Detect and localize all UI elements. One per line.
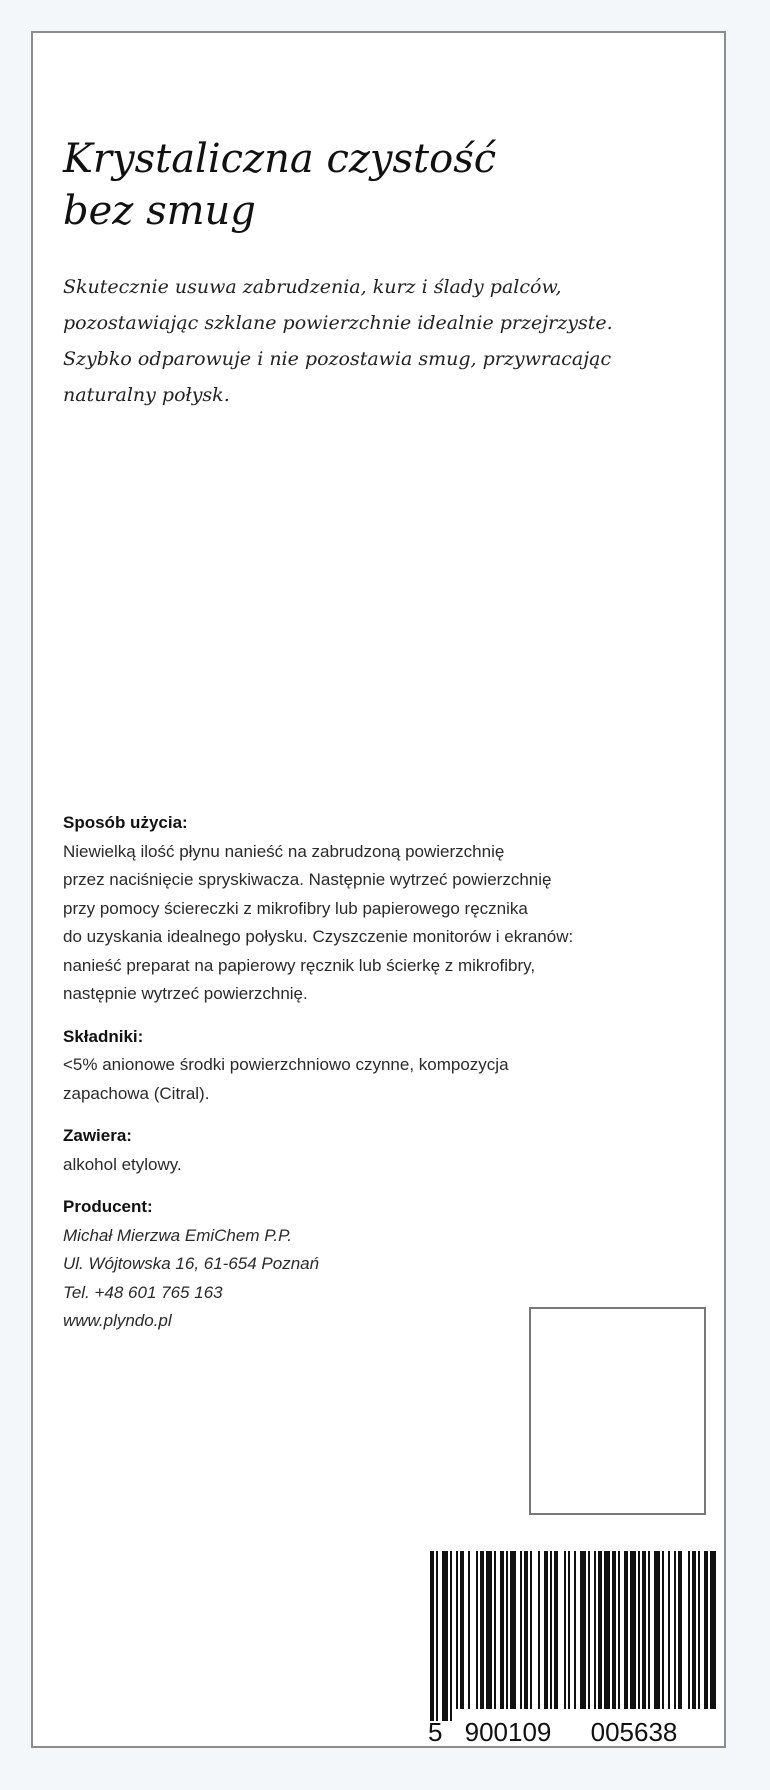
- barcode-bar: [618, 1551, 620, 1709]
- producer-address: Ul. Wójtowska 16, 61-654 Poznań: [63, 1254, 320, 1273]
- title-line: Krystaliczna czystość: [63, 136, 497, 182]
- barcode-bar: [594, 1551, 596, 1709]
- barcode-bar: [604, 1551, 610, 1709]
- barcode-digit-first: 5: [428, 1717, 443, 1747]
- description-line: naturalny połysk.: [63, 384, 230, 406]
- barcode-bar: [460, 1551, 464, 1709]
- barcode-bar: [538, 1551, 540, 1709]
- contains-line: alkohol etylowy.: [63, 1154, 182, 1174]
- usage-heading: Sposób użycia:: [63, 813, 188, 832]
- barcode-bar: [450, 1551, 452, 1721]
- barcode-bar: [530, 1551, 532, 1709]
- barcode-bar: [456, 1551, 458, 1709]
- usage-text: [63, 838, 703, 1009]
- barcode-bar: [598, 1551, 602, 1709]
- barcode-bar: [520, 1551, 522, 1709]
- barcode-bar: [554, 1551, 558, 1709]
- barcode-bar: [430, 1551, 434, 1721]
- barcode-bar: [638, 1551, 640, 1709]
- ingredients-text: [63, 1051, 703, 1108]
- barcode-bar: [436, 1551, 438, 1721]
- barcode-bar: [468, 1551, 470, 1709]
- barcode-bar: [524, 1551, 528, 1709]
- barcode-bar: [630, 1551, 636, 1709]
- usage-section: [63, 809, 703, 1009]
- barcode-bar: [574, 1551, 576, 1709]
- contains-heading: Zawiera:: [63, 1126, 132, 1145]
- barcode-bar: [692, 1551, 696, 1709]
- barcode-bar: [580, 1551, 586, 1709]
- barcode-bar: [678, 1551, 682, 1709]
- barcode-bar: [662, 1551, 664, 1709]
- barcode-bar: [588, 1551, 590, 1709]
- barcode-bar: [550, 1551, 552, 1709]
- usage-line: Niewielką ilość płynu nanieść na zabrudzoną powierzchnię: [63, 841, 505, 861]
- producer-heading: Producent:: [63, 1197, 153, 1216]
- batch-stamp-box: [529, 1307, 706, 1515]
- barcode-bar: [568, 1551, 570, 1709]
- barcode-bar: [612, 1551, 616, 1709]
- barcode-bar: [648, 1551, 650, 1709]
- barcode-bar: [688, 1551, 690, 1709]
- barcode-digits-left: 900109: [464, 1717, 552, 1747]
- barcode-bar: [674, 1551, 676, 1709]
- product-label: [31, 31, 726, 1748]
- barcode-bar: [544, 1551, 548, 1709]
- barcode-bar: [486, 1551, 492, 1709]
- contains-text: [63, 1151, 703, 1180]
- barcode-digits-right: 005638: [590, 1717, 678, 1747]
- barcode-bar: [668, 1551, 670, 1709]
- barcode-bar: [704, 1551, 708, 1709]
- barcode-bar: [698, 1551, 700, 1709]
- barcode-bar: [510, 1551, 516, 1709]
- product-description: [63, 269, 703, 413]
- usage-line: do uzyskania idealnego połysku. Czyszczenie monitorów i ekranów:: [63, 927, 574, 946]
- ingredients-line: <5% anionowe środki powierzchniowo czynne, kompozycja: [63, 1055, 509, 1074]
- description-line: pozostawiając szklane powierzchnie idealnie przejrzyste.: [63, 312, 613, 334]
- title-line: bez smug: [63, 188, 256, 234]
- barcode-bar: [442, 1551, 448, 1721]
- barcode: [428, 1551, 718, 1751]
- description-line: Skutecznie usuwa zabrudzenia, kurz i ślady palców,: [63, 276, 562, 298]
- usage-line: nanieść preparat na papierowy ręcznik lub ścierkę z mikrofibry,: [63, 955, 536, 975]
- barcode-bar: [494, 1551, 496, 1709]
- usage-line: przez naciśnięcie spryskiwacza. Następnie wytrzeć powierzchnię: [63, 870, 552, 889]
- barcode-bar: [500, 1551, 504, 1709]
- producer-name: Michał Mierzwa EmiChem P.P.: [63, 1225, 292, 1245]
- description-line: Szybko odparowuje i nie pozostawia smug, przywracając: [63, 348, 612, 370]
- barcode-bar: [654, 1551, 660, 1709]
- barcode-bar: [506, 1551, 508, 1709]
- ingredients-heading: Składniki:: [63, 1026, 144, 1046]
- barcode-bar: [480, 1551, 484, 1709]
- usage-line: następnie wytrzeć powierzchnię.: [63, 984, 308, 1003]
- barcode-bar: [476, 1551, 478, 1709]
- producer-website: www.plyndo.pl: [63, 1311, 172, 1330]
- barcode-bar: [564, 1551, 566, 1709]
- barcode-bar: [642, 1551, 646, 1709]
- producer-phone: Tel. +48 601 765 163: [63, 1282, 223, 1302]
- contains-section: [63, 1122, 703, 1179]
- barcode-bar: [710, 1551, 716, 1709]
- product-info: [63, 809, 703, 1350]
- product-title: [63, 133, 623, 237]
- ingredients-line: zapachowa (Citral).: [63, 1083, 210, 1103]
- ingredients-section: [63, 1023, 703, 1109]
- usage-line: przy pomocy ściereczki z mikrofibry lub papierowego ręcznika: [63, 898, 528, 918]
- barcode-bar: [624, 1551, 628, 1709]
- barcode-bars: [430, 1551, 716, 1721]
